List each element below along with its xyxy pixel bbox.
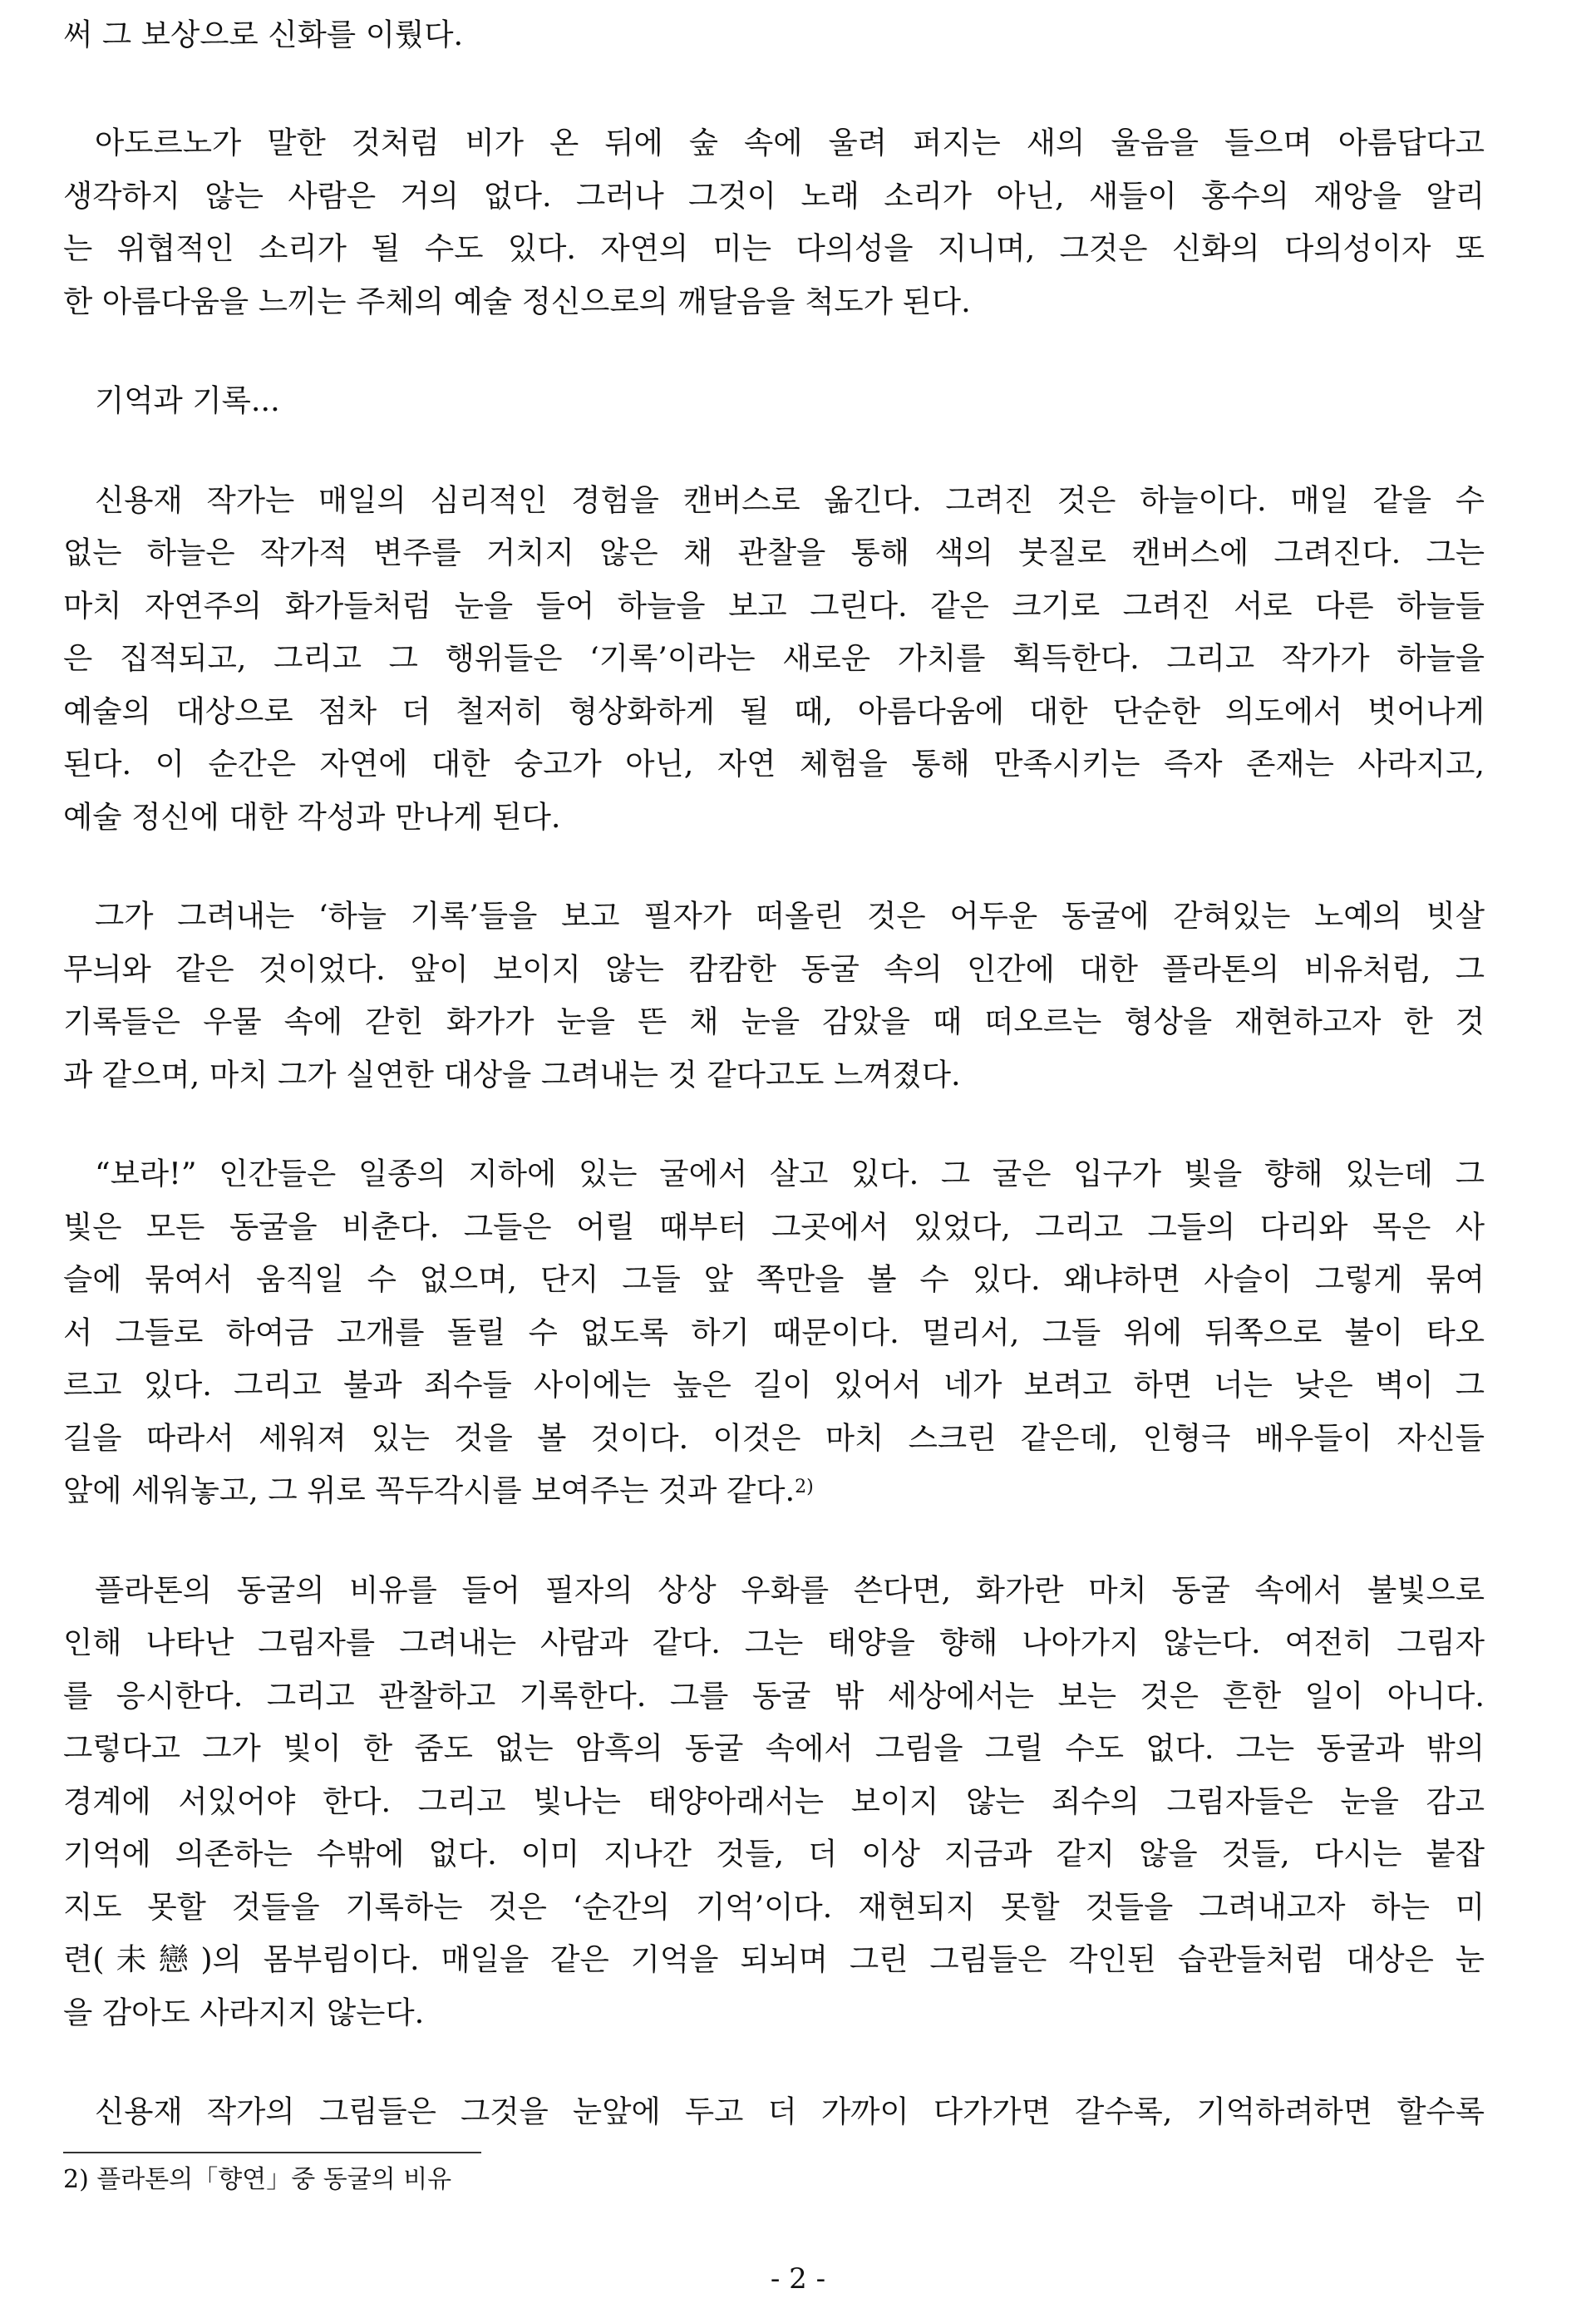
paragraph-cave-slave [63,890,1485,1101]
text-line: 경계에 서있어야 한다. 그리고 빛나는 태양아래서는 보이지 않는 죄수의 그림자들은 눈을 감고 [63,1783,1485,1819]
section-heading [63,374,1485,427]
text-line: 없는 하늘은 작가적 변주를 거치지 않은 채 관찰을 통해 색의 붓질로 캔버스에 그려진다. 그는 [63,535,1485,570]
text-line: 슬에 묶여서 움직일 수 없으며, 단지 그들 앞 쪽만을 볼 수 있다. 왜냐하면 사슬이 그렇게 묶여 [63,1261,1485,1297]
text-line: 생각하지 않는 사람은 거의 없다. 그러나 그것이 노래 소리가 아닌, 새들이 홍수의 재앙을 알리 [63,177,1485,214]
text-line: 된다. 이 순간은 자연에 대한 숭고가 아닌, 자연 체험을 통해 만족시키는 즉자 존재는 사라지고, [63,746,1485,782]
text-line-content: 앞에 세워놓고, 그 위로 꼭두각시를 보여주는 것과 같다. [63,1472,796,1508]
text-line: 련(未戀)의 몸부림이다. 매일을 같은 기억을 되뇌며 그린 그림들은 각인된 습관들처럼 대상은 눈 [63,1941,1485,1977]
text-line: 신용재 작가의 그림들은 그것을 눈앞에 두고 더 가까이 다가가면 갈수록, 기억하려하면 할수록 [95,2094,1485,2129]
text-line: 길을 따라서 세워져 있는 것을 볼 것이다. 이것은 마치 스크린 같은데, 인형극 배우들이 자신들 [63,1419,1485,1456]
text-line: 를 응시한다. 그리고 관찰하고 기록한다. 그를 동굴 밖 세상에서는 보는 것은 흔한 일이 아니다. [63,1677,1485,1714]
paragraph-sky-records [63,474,1485,844]
text-line: 기록들은 우물 속에 갇힌 화가가 눈을 뜬 채 눈을 감았을 때 떠오르는 형상을 재현하고자 한 것 [63,1004,1485,1039]
text-line: 서 그들로 하여금 고개를 돌릴 수 없도록 하기 때문이다. 멀리서, 그들 위에 뒤쪽으로 불이 타오 [63,1314,1485,1350]
text-line: 한 아름다움을 느끼는 주체의 예술 정신으로의 깨달음을 척도가 된다. [63,283,971,319]
text-line: 르고 있다. 그리고 불과 죄수들 사이에는 높은 길이 있어서 네가 보려고 하면 너는 낮은 벽이 그 [63,1367,1485,1403]
text-line: 은 집적되고, 그리고 그 행위들은 ‘기록’이라는 새로운 가치를 획득한다. 그리고 작가가 하늘을 [63,640,1485,676]
document-body [63,0,1485,2138]
text-line: 는 위협적인 소리가 될 수도 있다. 자연의 미는 다의성을 지니며, 그것은 신화의 다의성이자 또 [63,230,1485,266]
text-line: “보라!” 인간들은 일종의 지하에 있는 굴에서 살고 있다. 그 굴은 입구가 빛을 향해 있는데 그 [95,1156,1485,1191]
text-line: 그렇다고 그가 빛이 한 줌도 없는 암흑의 동굴 속에서 그림을 그릴 수도 없다. 그는 동굴과 밖의 [63,1730,1485,1766]
text-line: 예술 정신에 대한 각성과 만나게 된다. [63,798,561,835]
text-line: 지도 못할 것들을 기록하는 것은 ‘순간의 기억’이다. 재현되지 못할 것들을 그려내고자 하는 미 [63,1888,1485,1925]
paragraph-cave-allegory [63,1564,1485,2039]
text-line: 예술의 대상으로 점차 더 철저히 형상화하게 될 때, 아름다움에 대한 단순한 의도에서 벗어나게 [63,693,1485,729]
heading-line: 기억과 기록... [95,382,280,418]
footnote-divider [63,2152,481,2153]
text-line: 플라톤의 동굴의 비유를 들어 필자의 상상 우화를 쓴다면, 화가란 마치 동굴 속에서 불빛으로 [95,1571,1485,1608]
text-line: 마치 자연주의 화가들처럼 눈을 들어 하늘을 보고 그린다. 같은 크기로 그려진 서로 다른 하늘들 [63,587,1485,624]
text-line: 과 같으며, 마치 그가 실연한 대상을 그려내는 것 같다고도 느껴졌다. [63,1056,961,1092]
text-line: 인해 나타난 그림자를 그려내는 사람과 같다. 그는 태양을 향해 나아가지 않는다. 여전히 그림자 [63,1625,1485,1660]
text-line: 아도르노가 말한 것처럼 비가 온 뒤에 숲 속에 울려 퍼지는 새의 울음을 들으며 아름답다고 [95,125,1485,160]
footnote-reference: 2) [795,1477,814,1497]
paragraph-plato-quote [63,1147,1485,1517]
text-line [63,1464,1485,1517]
page-number: - 2 - [770,2262,826,2296]
text-line: 을 감아도 사라지지 않는다. [63,1994,425,2030]
text-line: 무늬와 같은 것이었다. 앞이 보이지 않는 캄캄한 동굴 속의 인간에 대한 플라톤의 비유처럼, 그 [63,950,1485,987]
paragraph-closing [63,2085,1485,2138]
text-line: 써 그 보상으로 신화를 이뤘다. [63,17,464,52]
paragraph-adorno [63,116,1485,328]
text-line: 신용재 작가는 매일의 심리적인 경험을 캔버스로 옮긴다. 그려진 것은 하늘이다. 매일 같을 수 [95,481,1485,518]
paragraph-continuation [63,0,1485,70]
footnote: 2) 플라톤의「향연」중 동굴의 비유 [63,2165,452,2194]
text-line: 빛은 모든 동굴을 비춘다. 그들은 어릴 때부터 그곳에서 있었다, 그리고 그들의 다리와 목은 사 [63,1208,1485,1245]
text-line: 그가 그려내는 ‘하늘 기록’들을 보고 필자가 떠올린 것은 어두운 동굴에 갇혀있는 노예의 빗살 [95,898,1485,934]
text-line: 기억에 의존하는 수밖에 없다. 이미 지나간 것들, 더 이상 지금과 같지 않을 것들, 다시는 붙잡 [63,1836,1485,1872]
